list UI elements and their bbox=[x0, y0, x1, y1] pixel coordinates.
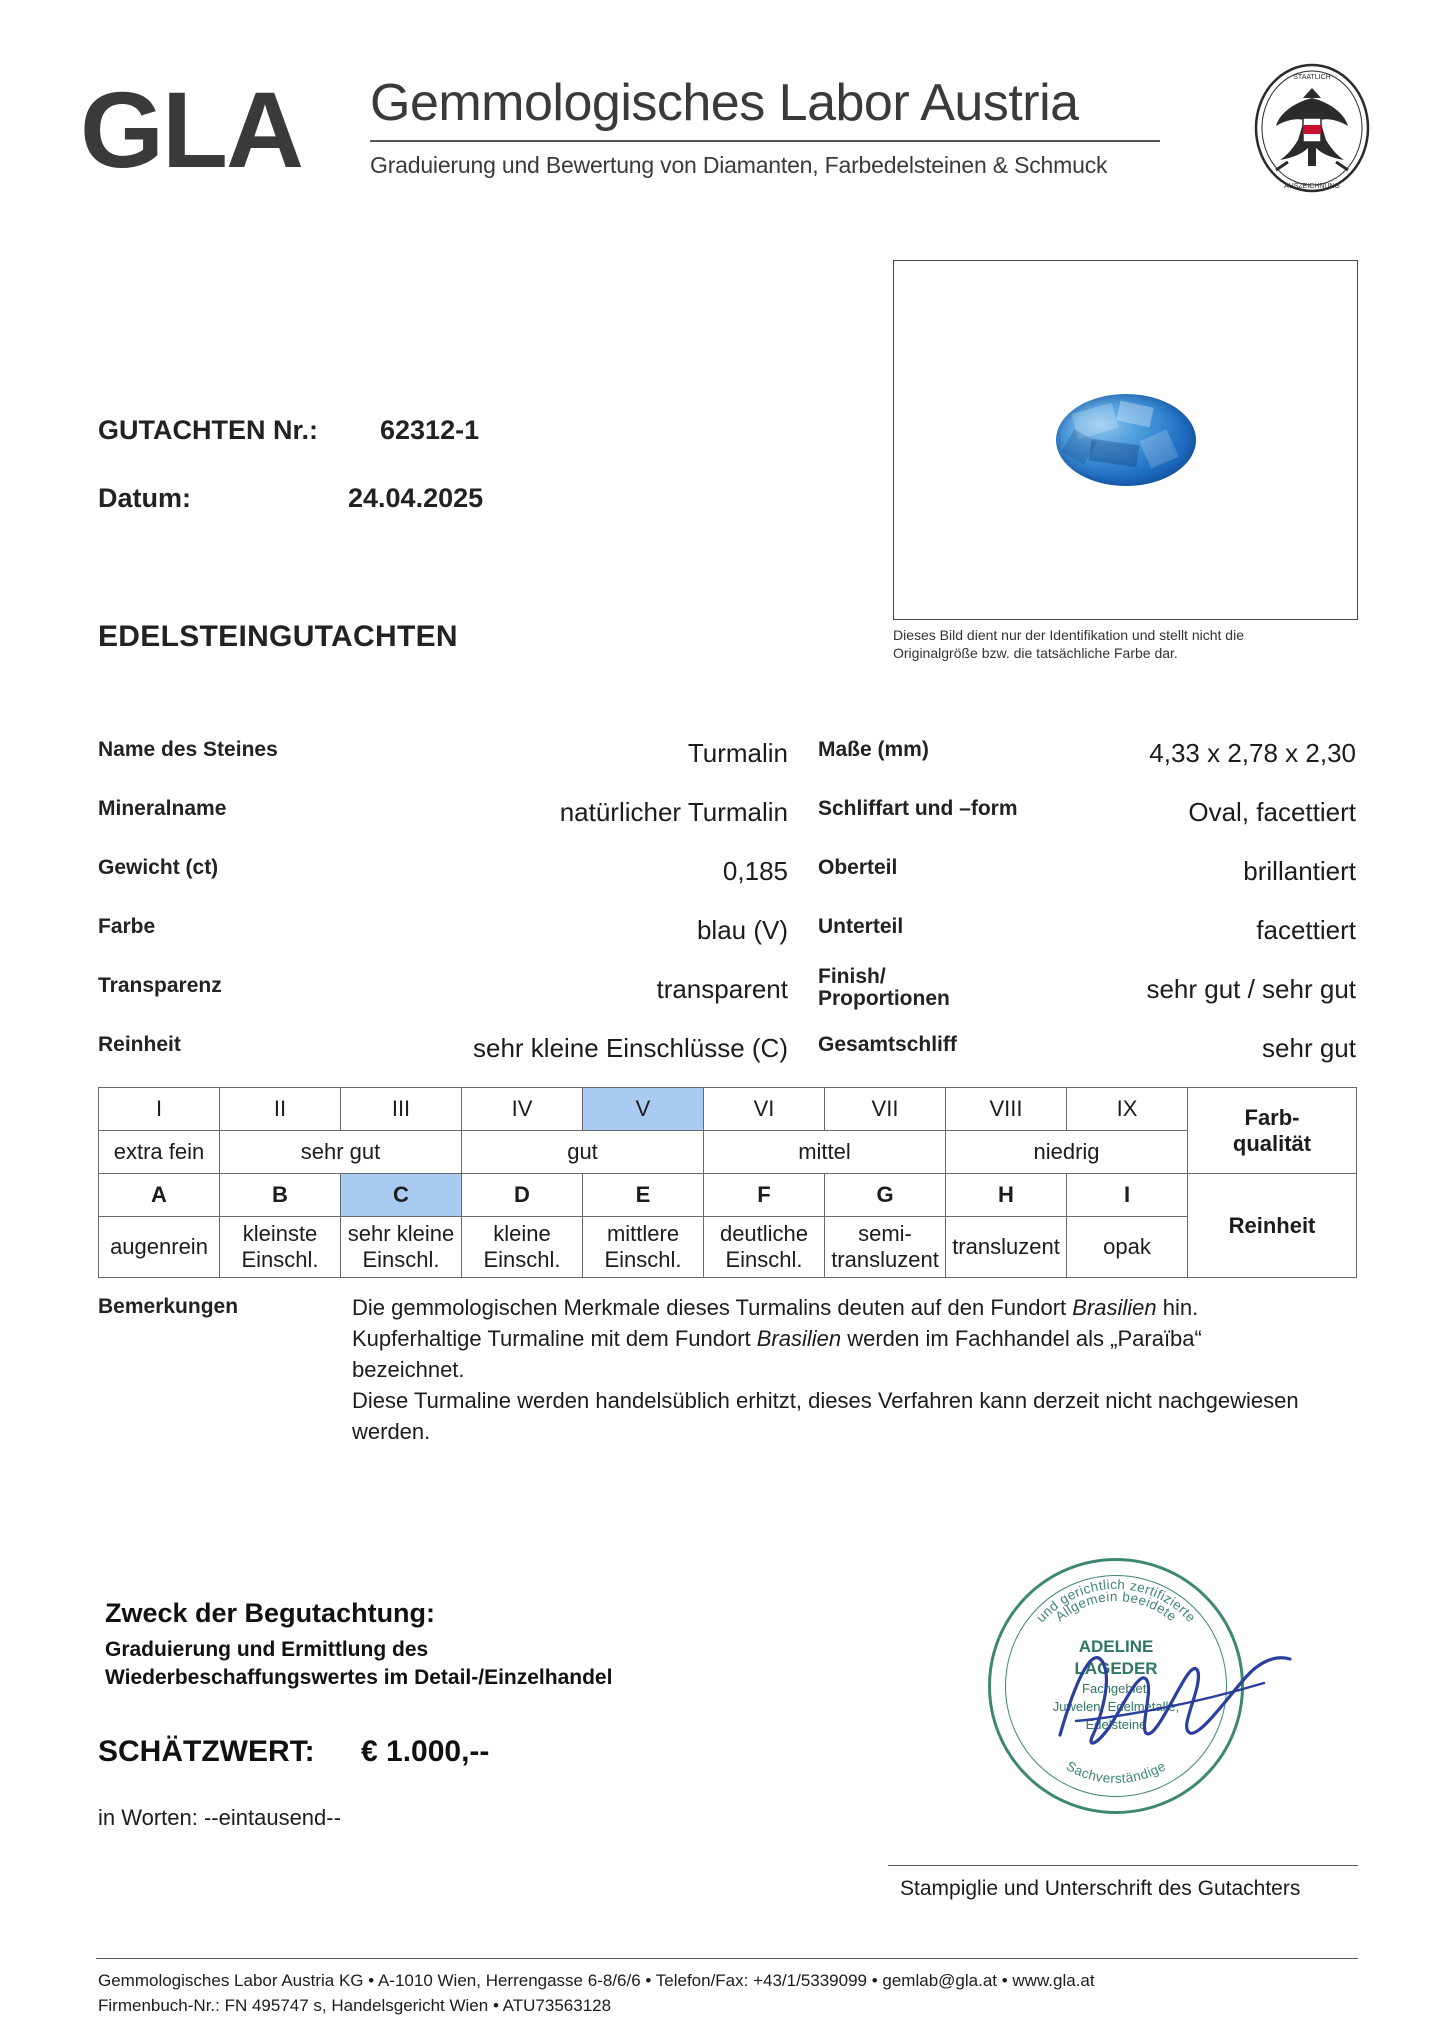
gla-logo: GLA bbox=[80, 69, 302, 190]
grade-letter-D[interactable]: D bbox=[462, 1174, 583, 1217]
purpose-line2: Wiederbeschaffungswertes im Detail-/Einzelhandel bbox=[105, 1666, 613, 1689]
grade-roman-V-selected[interactable]: V bbox=[583, 1088, 704, 1131]
grade-letter-A[interactable]: A bbox=[99, 1174, 220, 1217]
stamp-field-line3: Edelsteine bbox=[1085, 1717, 1147, 1732]
austrian-eagle-emblem-icon bbox=[1252, 62, 1372, 194]
property-value-transparency: transparent bbox=[656, 974, 788, 1004]
remarks-line1-origin: Brasilien bbox=[1072, 1295, 1157, 1320]
brand-subtitle: Graduierung und Bewertung von Diamanten, Farbedelsteinen & Schmuck bbox=[370, 152, 1108, 178]
remarks-line-1 bbox=[352, 1292, 1312, 1323]
property-value-weight: 0,185 bbox=[722, 856, 788, 886]
gemstone-image bbox=[1056, 394, 1196, 486]
document-header bbox=[80, 58, 1370, 198]
property-value-clarity: sehr kleine Einschlüsse (C) bbox=[472, 1033, 788, 1063]
property-value-cut: Oval, facettiert bbox=[1188, 797, 1356, 827]
remarks-text bbox=[352, 1292, 1312, 1447]
properties-table bbox=[98, 732, 1356, 1086]
footer bbox=[98, 1968, 1360, 2018]
stamp-name-line1: ADELINE bbox=[1078, 1637, 1154, 1656]
grade-letter-F[interactable]: F bbox=[704, 1174, 825, 1217]
signature-caption: Stampiglie und Unterschrift des Gutachters bbox=[900, 1877, 1301, 1900]
stamp-arc-top2-text: Allgemein beeidete bbox=[1052, 1588, 1180, 1625]
property-label-name: Name des Steines bbox=[98, 738, 278, 761]
estimated-value-label: SCHÄTZWERT: bbox=[98, 1735, 315, 1768]
axis-label-color-quality-line2: qualität bbox=[1232, 1130, 1312, 1156]
property-label-clarity: Reinheit bbox=[98, 1033, 181, 1056]
property-label-crown: Oberteil bbox=[818, 856, 898, 879]
stamp-field-line2: Juwelen, Edelmetalle, bbox=[1052, 1699, 1180, 1714]
color-word-sehr-gut: sehr gut bbox=[220, 1131, 462, 1174]
color-word-extra-fein: extra fein bbox=[99, 1131, 220, 1174]
remarks-label: Bemerkungen bbox=[98, 1295, 239, 1318]
property-label-cut: Schliffart und –form bbox=[818, 797, 1018, 820]
grading-scale-table bbox=[98, 1087, 1356, 1278]
grade-letter-B[interactable]: B bbox=[220, 1174, 341, 1217]
brand-title: Gemmologisches Labor Austria bbox=[370, 74, 1079, 132]
brand-divider bbox=[370, 140, 1160, 142]
document-title: EDELSTEINGUTACHTEN bbox=[98, 620, 458, 653]
estimated-value-amount: € 1.000,-- bbox=[360, 1735, 490, 1768]
grading-clarity-words-row bbox=[99, 1217, 1357, 1278]
property-label-dimensions: Maße (mm) bbox=[818, 738, 929, 761]
property-value-finish: sehr gut / sehr gut bbox=[1146, 974, 1356, 1004]
grade-roman-III[interactable]: III bbox=[341, 1088, 462, 1131]
property-value-crown: brillantiert bbox=[1243, 856, 1356, 886]
purpose-line1: Graduierung und Ermittlung des bbox=[105, 1638, 429, 1661]
clarity-word-mittlere-einschl: mittlere Einschl. bbox=[583, 1217, 704, 1278]
property-value-name: Turmalin bbox=[687, 738, 788, 768]
grade-letter-G[interactable]: G bbox=[825, 1174, 946, 1217]
gemstone-photo bbox=[893, 260, 1358, 620]
property-label-transparency: Transparenz bbox=[98, 974, 222, 997]
clarity-word-kleine-einschl: kleine Einschl. bbox=[462, 1217, 583, 1278]
clarity-word-kleinste-einschl: kleinste Einschl. bbox=[220, 1217, 341, 1278]
grade-letter-H[interactable]: H bbox=[946, 1174, 1067, 1217]
photo-disclaimer bbox=[893, 626, 1333, 662]
property-label-pavilion: Unterteil bbox=[818, 915, 904, 938]
color-word-gut: gut bbox=[462, 1131, 704, 1174]
grade-roman-VII[interactable]: VII bbox=[825, 1088, 946, 1131]
grade-letter-C-selected[interactable]: C bbox=[341, 1174, 462, 1217]
signature-divider bbox=[888, 1865, 1358, 1866]
property-label-weight: Gewicht (ct) bbox=[98, 856, 219, 879]
clarity-word-deutliche-einschl: deutliche Einschl. bbox=[704, 1217, 825, 1278]
grading-roman-row bbox=[99, 1088, 1357, 1131]
footer-line2: Firmenbuch-Nr.: FN 495747 s, Handelsgericht Wien • ATU73563128 bbox=[98, 1996, 612, 2015]
axis-label-color-quality bbox=[1188, 1088, 1357, 1174]
stamp-arc-top-text: und gerichtlich zertifizierte bbox=[1033, 1576, 1199, 1626]
property-row bbox=[98, 791, 1356, 850]
brand-block bbox=[370, 72, 1160, 179]
photo-disclaimer-line2: Originalgröße bzw. die tatsächliche Farbe dar. bbox=[893, 645, 1178, 661]
clarity-word-sehr-kleine-einschl: sehr kleine Einschl. bbox=[341, 1217, 462, 1278]
grade-roman-II[interactable]: II bbox=[220, 1088, 341, 1131]
remarks-line2-origin: Brasilien bbox=[756, 1326, 842, 1351]
svg-text:AUSZEICHNUNG: AUSZEICHNUNG bbox=[1283, 183, 1341, 190]
remarks-line-2 bbox=[352, 1323, 1312, 1385]
grading-letter-row bbox=[99, 1174, 1357, 1217]
stamp-and-signature bbox=[880, 1530, 1360, 1860]
property-label-finish bbox=[818, 966, 950, 1010]
grade-letter-E[interactable]: E bbox=[583, 1174, 704, 1217]
photo-disclaimer-line1: Dieses Bild dient nur der Identifikation und stellt nicht die bbox=[893, 627, 1244, 643]
grade-letter-I[interactable]: I bbox=[1067, 1174, 1188, 1217]
purpose-title: Zweck der Begutachtung: bbox=[105, 1598, 436, 1628]
clarity-word-semi-transluzent: semi-transluzent bbox=[825, 1217, 946, 1278]
clarity-word-augenrein: augenrein bbox=[99, 1217, 220, 1278]
property-label-overall-cut: Gesamtschliff bbox=[818, 1033, 957, 1056]
remarks-line-3: Diese Turmaline werden handelsüblich erhitzt, dieses Verfahren kann derzeit nicht nachgewiesen bbox=[352, 1388, 1299, 1413]
color-word-niedrig: niedrig bbox=[946, 1131, 1188, 1174]
color-word-mittel: mittel bbox=[704, 1131, 946, 1174]
remarks-line1-a: Die gemmologischen Merkmale dieses Turmalins deuten auf den Fundort bbox=[352, 1295, 1073, 1320]
property-value-overall-cut: sehr gut bbox=[1262, 1033, 1356, 1063]
svg-text:STAATLICH: STAATLICH bbox=[1293, 74, 1331, 81]
grade-roman-VIII[interactable]: VIII bbox=[946, 1088, 1067, 1131]
certificate-number-label: GUTACHTEN Nr.: bbox=[98, 415, 318, 445]
property-row bbox=[98, 1027, 1356, 1086]
property-label-finish-line2: Proportionen bbox=[818, 987, 950, 1010]
property-row bbox=[98, 965, 1356, 1027]
property-value-color: blau (V) bbox=[696, 915, 788, 945]
certificate-date-value: 24.04.2025 bbox=[348, 483, 484, 513]
property-label-mineral: Mineralname bbox=[98, 797, 227, 820]
stamp-field-line1: Fachgebiet: bbox=[1082, 1681, 1150, 1696]
stamp-arc-bottom-text: Sachverständige bbox=[1063, 1758, 1169, 1787]
property-row bbox=[98, 909, 1356, 968]
property-value-mineral: natürlicher Turmalin bbox=[559, 797, 788, 827]
certificate-number-value: 62312-1 bbox=[380, 415, 480, 445]
clarity-word-opak: opak bbox=[1067, 1217, 1188, 1278]
property-row bbox=[98, 850, 1356, 909]
remarks-line-4: werden. bbox=[352, 1419, 431, 1444]
grade-roman-I[interactable]: I bbox=[99, 1088, 220, 1131]
property-label-color: Farbe bbox=[98, 915, 156, 938]
footer-divider bbox=[96, 1958, 1358, 1959]
clarity-word-transluzent: transluzent bbox=[946, 1217, 1067, 1278]
estimated-value bbox=[98, 1735, 489, 1769]
axis-label-clarity: Reinheit bbox=[1188, 1174, 1357, 1278]
stamp-name-line2: LAGEDER bbox=[1074, 1659, 1158, 1678]
property-value-pavilion: facettiert bbox=[1256, 915, 1356, 945]
property-value-dimensions: 4,33 x 2,78 x 2,30 bbox=[1149, 738, 1356, 768]
grading-color-words-row bbox=[99, 1131, 1357, 1174]
handwritten-signature bbox=[1050, 1625, 1300, 1765]
grade-roman-VI[interactable]: VI bbox=[704, 1088, 825, 1131]
grade-roman-IV[interactable]: IV bbox=[462, 1088, 583, 1131]
remarks-line2-b: werden im Fachhandel als „Paraïba“ bezeichnet. bbox=[352, 1326, 1202, 1382]
remarks-line1-b: hin. bbox=[1156, 1295, 1199, 1320]
certificate-date-label: Datum: bbox=[98, 483, 191, 513]
grade-roman-IX[interactable]: IX bbox=[1067, 1088, 1188, 1131]
footer-line1: Gemmologisches Labor Austria KG • A-1010 Wien, Herrengasse 6-8/6/6 • Telefon/Fax: +43/1/5339099 • gemlab@gla.at • www.gla.at bbox=[98, 1971, 1095, 1990]
axis-label-color-quality-line1: Farb- bbox=[1244, 1104, 1300, 1130]
remarks-line2-a: Kupferhaltige Turmaline mit dem Fundort bbox=[352, 1326, 757, 1351]
property-label-finish-line1: Finish/ bbox=[818, 965, 886, 988]
value-in-words: in Worten: --eintausend-- bbox=[98, 1805, 341, 1830]
property-row bbox=[98, 732, 1356, 791]
